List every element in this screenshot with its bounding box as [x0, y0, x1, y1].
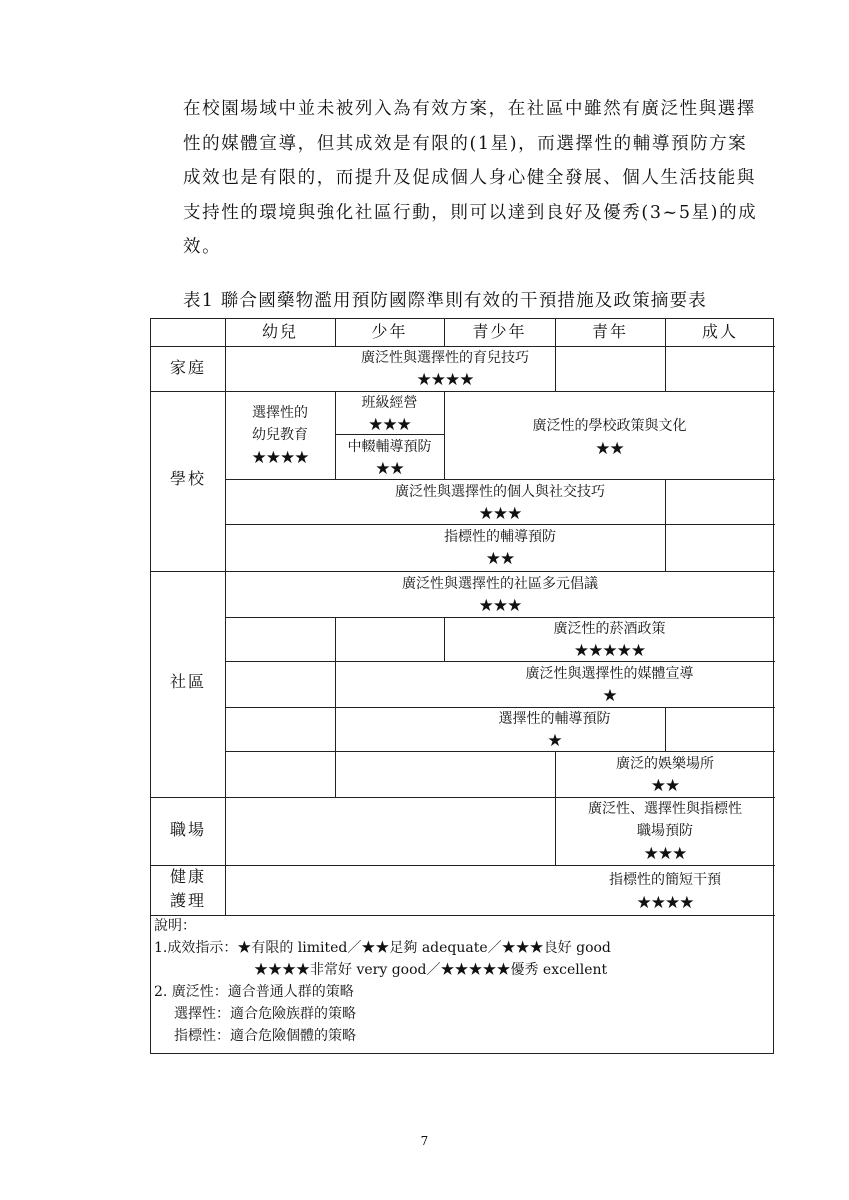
notes-line: 指標性：適合危險個體的策略: [174, 1028, 356, 1044]
notes-line: 1.成效指示：★有限的 limited／★★足夠 adequate／★★★良好 good: [154, 940, 611, 956]
cell-label: 廣泛性與選擇性的媒體宣導: [525, 666, 694, 682]
star-rating: ★★★★: [416, 370, 474, 390]
star-rating: ★★: [375, 459, 404, 479]
row-label-family: 家庭: [169, 358, 206, 377]
table-rule: [151, 571, 775, 572]
star-rating: ★★★: [368, 415, 411, 435]
cell-label: 廣泛性與選擇性的個人與社交技巧: [395, 484, 605, 500]
cell-label: 幼兒教育: [252, 427, 308, 443]
row-label-community: 社區: [169, 672, 206, 691]
notes-title: 說明：: [154, 918, 196, 934]
cell-label: 指標性的輔導預防: [444, 529, 556, 545]
page-number: 7: [420, 1134, 429, 1148]
cell-label: 廣泛性、選擇性與指標性: [588, 801, 742, 817]
cell-label: 廣泛性的菸酒政策: [553, 621, 666, 637]
cell-label: 廣泛性與選擇性的社區多元倡議: [402, 576, 598, 592]
row-label-workplace: 職場: [169, 820, 206, 839]
star-rating: ★★★: [643, 844, 687, 864]
star-rating: ★★: [485, 549, 515, 569]
star-rating: ★★: [650, 776, 680, 796]
paragraph-line: 性的媒體宣導，但其成效是有限的(1星)，而選擇性的輔導預防方案: [183, 133, 748, 154]
table-rule: [151, 391, 775, 392]
star-rating: ★★★★: [636, 893, 694, 913]
table-rule: [151, 865, 775, 866]
cell-label: 選擇性的輔導預防: [498, 711, 611, 727]
cell-label: 職場預防: [637, 823, 693, 839]
table-caption: 表1 聯合國藥物濫用預防國際準則有效的干預措施及政策摘要表: [183, 291, 707, 311]
cell-label: 選擇性的: [252, 405, 308, 421]
cell-label: 廣泛的娛樂場所: [616, 756, 714, 772]
paragraph-line: 支持性的環境與強化社區行動，則可以達到良好及優秀(3~5星)的成: [183, 202, 758, 223]
paragraph-line: 在校園場域中並未被列入為有效方案，在社區中雖然有廣泛性與選擇: [183, 99, 756, 119]
body-paragraph: [183, 92, 783, 265]
cell-label: 班級經營: [361, 395, 418, 411]
column-header: 幼兒: [261, 322, 298, 341]
table-rule: [665, 479, 666, 571]
row-label-school: 學校: [169, 469, 206, 488]
table-rule: [665, 707, 666, 751]
column-header: 成人: [701, 322, 738, 341]
star-rating: ★: [602, 686, 617, 706]
cell-label: 廣泛性的學校政策與文化: [532, 418, 687, 434]
cell-label: 廣泛性與選擇性的育兒技巧: [361, 350, 529, 366]
notes-line: 選擇性：適合危險族群的策略: [174, 1006, 356, 1022]
cell-label: 指標性的簡短干預: [609, 872, 721, 888]
table-rule: [225, 479, 775, 480]
notes-line: ★★★★非常好 very good／★★★★★優秀 excellent: [254, 962, 608, 978]
column-header: 少年: [371, 322, 408, 341]
star-rating: ★★★★: [251, 448, 309, 468]
star-rating: ★★★: [478, 596, 522, 616]
row-label-health: 健康: [169, 867, 206, 886]
star-rating: ★★★★★: [573, 641, 646, 661]
star-rating: ★★★: [478, 504, 522, 524]
paragraph-line: 成效也是有限的，而提升及促成個人身心健全發展、個人生活技能與: [183, 168, 756, 188]
table-rule: [335, 617, 336, 797]
table-notes: [154, 915, 611, 1047]
column-header: 青少年: [472, 322, 527, 341]
notes-line: 2. 廣泛性：適合普通人群的策略: [154, 984, 354, 1000]
paragraph-line: 效。: [183, 237, 222, 257]
star-rating: ★★: [595, 439, 624, 459]
star-rating: ★: [547, 731, 562, 751]
cell-label: 中輟輔導預防: [347, 439, 432, 455]
column-header: 青年: [591, 322, 628, 341]
row-label-health: 護理: [169, 891, 206, 910]
